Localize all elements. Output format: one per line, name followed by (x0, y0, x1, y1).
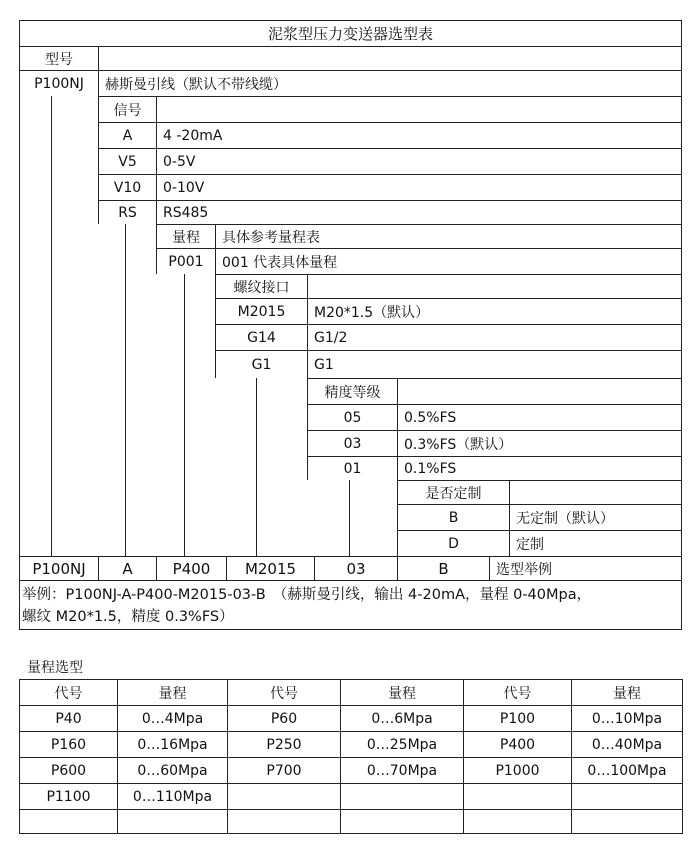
custom-code: B (397, 504, 509, 530)
accuracy-desc: 0.1%FS (397, 456, 682, 480)
range-cell-value: 0…16Mpa (117, 731, 227, 757)
custom-header-blank (509, 480, 682, 504)
signal-code: A (98, 122, 156, 148)
range-code: P001 (156, 248, 215, 274)
example-cell-custom: B (397, 556, 489, 580)
signal-header-blank (156, 96, 682, 122)
range-table-header: 量程 (571, 679, 683, 705)
range-header-desc: 具体参考量程表 (215, 224, 682, 248)
range-cell-code: P700 (227, 757, 340, 783)
range-cell-code (463, 809, 571, 834)
range-cell-code: P1100 (19, 783, 117, 809)
example-text-line1: 举例：P100NJ-A-P400-M2015-03-B （赫斯曼引线，输出 4-20mA，量程 0-40Mpa， (22, 587, 592, 603)
accuracy-code: 01 (307, 456, 397, 480)
custom-code: D (397, 530, 509, 556)
model-code: P100NJ (19, 70, 98, 96)
signal-code: RS (98, 200, 156, 224)
thread-header: 螺纹接口 (215, 274, 307, 298)
thread-desc: G1 (307, 350, 682, 378)
accuracy-code: 03 (307, 430, 397, 456)
connector-line-model (51, 96, 52, 556)
custom-desc: 无定制（默认） (509, 504, 682, 530)
range-cell-code: P60 (227, 705, 340, 731)
custom-header: 是否定制 (397, 480, 509, 504)
range-cell-value: 0…10Mpa (571, 705, 683, 731)
range-cell-code: P400 (463, 731, 571, 757)
connector-line-thread (256, 378, 257, 556)
range-cell-value: 0…70Mpa (340, 757, 463, 783)
range-cell-code (463, 783, 571, 809)
range-header: 量程 (156, 224, 215, 248)
signal-code: V5 (98, 148, 156, 174)
example-cell-accuracy: 03 (314, 556, 397, 580)
range-cell-value (571, 809, 683, 834)
connector-line-signal (125, 224, 126, 556)
accuracy-header: 精度等级 (307, 378, 397, 404)
example-cell-range: P400 (156, 556, 226, 580)
model-header-blank (98, 46, 682, 70)
range-cell-code (19, 809, 117, 834)
accuracy-code: 05 (307, 404, 397, 430)
signal-desc: 0-10V (156, 174, 682, 200)
thread-code: G14 (215, 324, 307, 350)
range-cell-code: P100 (463, 705, 571, 731)
connector-line-accuracy (349, 480, 350, 556)
range-cell-value: 0…60Mpa (117, 757, 227, 783)
range-cell-code (227, 783, 340, 809)
accuracy-header-blank (397, 378, 682, 404)
range-cell-code: P600 (19, 757, 117, 783)
connector-line-range (184, 274, 185, 556)
range-cell-value: 0…110Mpa (117, 783, 227, 809)
range-cell-code: P160 (19, 731, 117, 757)
example-cell-model: P100NJ (19, 556, 98, 580)
range-cell-code: P40 (19, 705, 117, 731)
signal-desc: 0-5V (156, 148, 682, 174)
range-table-header: 量程 (340, 679, 463, 705)
signal-desc: RS485 (156, 200, 682, 224)
range-table-header: 量程 (117, 679, 227, 705)
thread-code: M2015 (215, 298, 307, 324)
range-cell-code: P1000 (463, 757, 571, 783)
table-title: 泥浆型压力变送器选型表 (19, 20, 682, 46)
signal-header: 信号 (98, 96, 156, 122)
example-row-label: 选型举例 (489, 556, 682, 580)
model-header: 型号 (19, 46, 98, 70)
table-left-border (19, 96, 20, 556)
thread-desc: M20*1.5（默认） (307, 298, 682, 324)
range-cell-value (571, 783, 683, 809)
range-cell-code: P250 (227, 731, 340, 757)
range-desc: 001 代表具体量程 (215, 248, 682, 274)
accuracy-desc: 0.5%FS (397, 404, 682, 430)
example-cell-thread: M2015 (226, 556, 314, 580)
range-cell-value: 0…6Mpa (340, 705, 463, 731)
range-cell-value: 0…100Mpa (571, 757, 683, 783)
range-table-caption: 量程选型 (27, 660, 83, 676)
range-cell-value (340, 809, 463, 834)
thread-desc: G1/2 (307, 324, 682, 350)
range-cell-value (340, 783, 463, 809)
thread-code: G1 (215, 350, 307, 378)
range-cell-code (227, 809, 340, 834)
signal-desc: 4 -20mA (156, 122, 682, 148)
range-table-header: 代号 (227, 679, 340, 705)
example-text-line2: 螺纹 M20*1.5，精度 0.3%FS） (22, 609, 234, 625)
custom-desc: 定制 (509, 530, 682, 556)
signal-code: V10 (98, 174, 156, 200)
thread-header-blank (307, 274, 682, 298)
range-table-header: 代号 (463, 679, 571, 705)
range-table-header: 代号 (19, 679, 117, 705)
range-cell-value: 0…40Mpa (571, 731, 683, 757)
range-cell-value: 0…4Mpa (117, 705, 227, 731)
range-cell-value (117, 809, 227, 834)
accuracy-desc: 0.3%FS（默认） (397, 430, 682, 456)
example-text-box (19, 580, 682, 630)
range-cell-value: 0…25Mpa (340, 731, 463, 757)
model-desc: 赫斯曼引线（默认不带线缆） (98, 70, 682, 96)
example-cell-signal: A (98, 556, 156, 580)
